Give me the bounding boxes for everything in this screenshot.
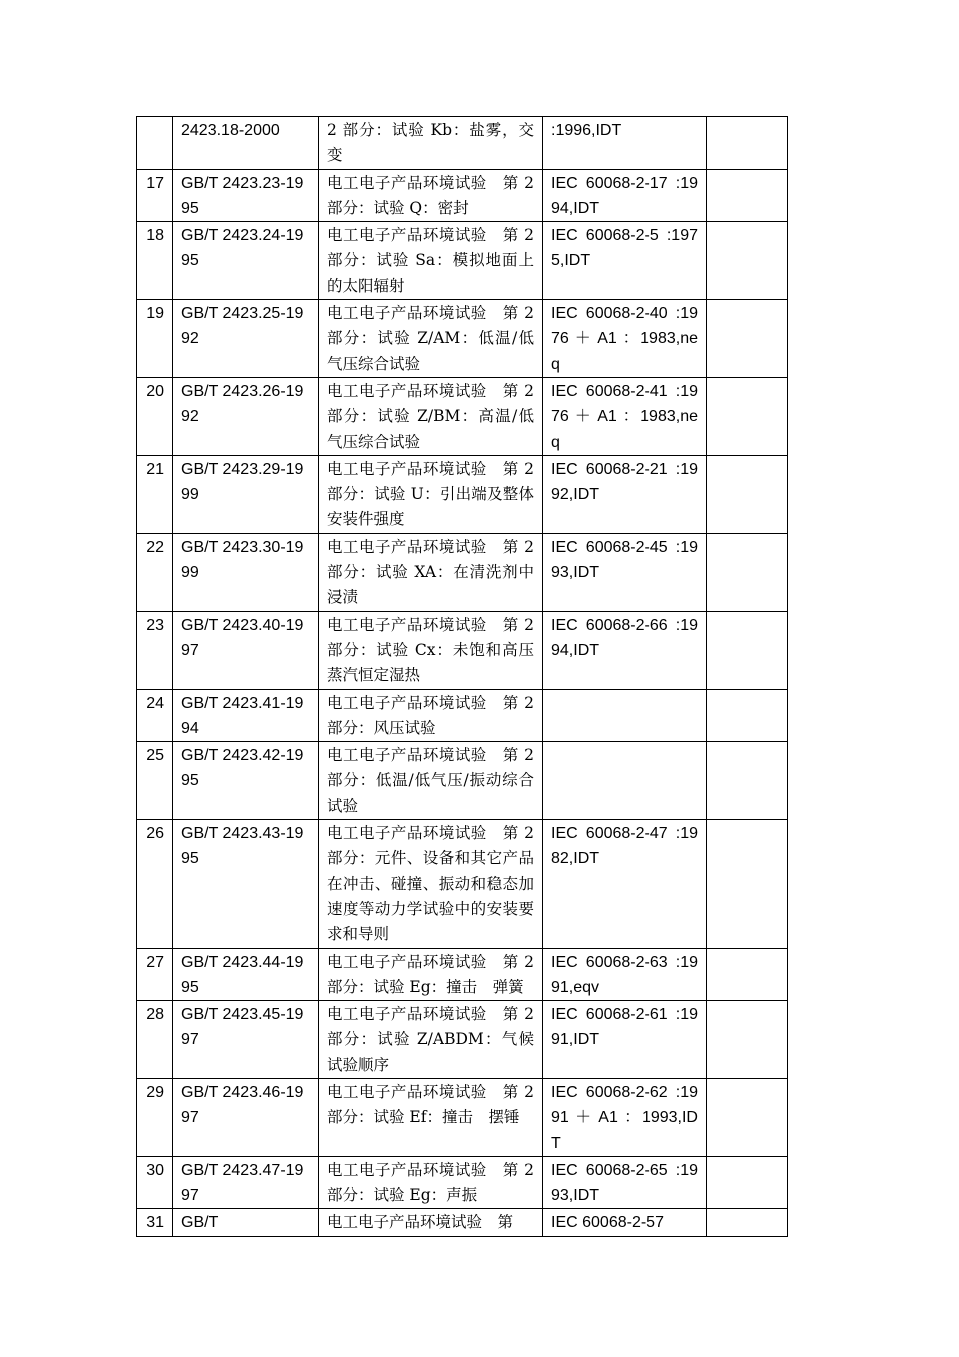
standard-title: 电工电子产品环境试验 第 2 部分：试验 Sa：模拟地面上的太阳辐射	[319, 222, 543, 300]
iec-reference: IEC 60068-2-47 :1982,IDT	[543, 820, 707, 948]
iec-reference: IEC 60068-2-41 :1976 ＋ A1 ：1983,neq	[543, 377, 707, 455]
iec-reference: IEC 60068-2-66 :1994,IDT	[543, 611, 707, 689]
iec-reference: IEC 60068-2-65 :1993,IDT	[543, 1156, 707, 1209]
note-cell	[707, 117, 788, 170]
note-cell	[707, 948, 788, 1001]
row-number: 27	[137, 948, 173, 1001]
row-number: 30	[137, 1156, 173, 1209]
standard-title: 电工电子产品环境试验 第 2 部分：试验 Eg：撞击 弹簧	[319, 948, 543, 1001]
standard-code: GB/T 2423.40-1997	[173, 611, 319, 689]
standard-title: 电工电子产品环境试验 第 2 部分：低温/低气压/振动综合试验	[319, 742, 543, 820]
table-row	[137, 117, 788, 170]
standard-title: 电工电子产品环境试验 第 2 部分：试验 Eg：声振	[319, 1156, 543, 1209]
standard-title: 电工电子产品环境试验 第 2 部分：试验 Ef：撞击 摆锤	[319, 1078, 543, 1156]
table-row	[137, 222, 788, 300]
table-row	[137, 377, 788, 455]
note-cell	[707, 169, 788, 222]
standards-table-body	[137, 117, 788, 1237]
note-cell	[707, 222, 788, 300]
iec-reference: IEC 60068-2-21 :1992,IDT	[543, 455, 707, 533]
standard-code: GB/T 2423.26-1992	[173, 377, 319, 455]
note-cell	[707, 377, 788, 455]
note-cell	[707, 689, 788, 742]
iec-reference: IEC 60068-2-62 :1991 ＋ A1 ：1993,IDT	[543, 1078, 707, 1156]
row-number	[137, 117, 173, 170]
standard-title: 电工电子产品环境试验 第 2 部分：元件、设备和其它产品在冲击、碰撞、振动和稳态加速度等动力学试验中的安装要求和导则	[319, 820, 543, 948]
standard-title: 电工电子产品环境试验 第 2 部分：试验 XA：在清洗剂中浸渍	[319, 533, 543, 611]
table-row	[137, 611, 788, 689]
row-number: 24	[137, 689, 173, 742]
note-cell	[707, 1156, 788, 1209]
iec-reference: IEC 60068-2-63 :1991,eqv	[543, 948, 707, 1001]
row-number: 26	[137, 820, 173, 948]
note-cell	[707, 455, 788, 533]
table-row	[137, 1156, 788, 1209]
table-row	[137, 455, 788, 533]
iec-reference: IEC 60068-2-61 :1991,IDT	[543, 1001, 707, 1079]
standard-title: 电工电子产品环境试验 第 2 部分：试验 U：引出端及整体安装件强度	[319, 455, 543, 533]
standard-title: 电工电子产品环境试验 第 2 部分：试验 Q：密封	[319, 169, 543, 222]
note-cell	[707, 300, 788, 378]
table-row	[137, 1078, 788, 1156]
standard-code: GB/T 2423.44-1995	[173, 948, 319, 1001]
row-number: 28	[137, 1001, 173, 1079]
row-number: 19	[137, 300, 173, 378]
note-cell	[707, 820, 788, 948]
iec-reference: IEC 60068-2-5 :1975,IDT	[543, 222, 707, 300]
row-number: 21	[137, 455, 173, 533]
standard-code: GB/T 2423.30-1999	[173, 533, 319, 611]
note-cell	[707, 533, 788, 611]
iec-reference	[543, 742, 707, 820]
table-row	[137, 169, 788, 222]
standard-title: 电工电子产品环境试验 第 2 部分：试验 Z/BM：高温/低气压综合试验	[319, 377, 543, 455]
standard-code: GB/T 2423.42-1995	[173, 742, 319, 820]
standard-code: GB/T 2423.23-1995	[173, 169, 319, 222]
row-number: 23	[137, 611, 173, 689]
standard-code: GB/T 2423.41-1994	[173, 689, 319, 742]
standard-title: 电工电子产品环境试验 第 2 部分：试验 Z/AM：低温/低气压综合试验	[319, 300, 543, 378]
table-row	[137, 689, 788, 742]
row-number: 17	[137, 169, 173, 222]
iec-reference: :1996,IDT	[543, 117, 707, 170]
standard-code: GB/T 2423.25-1992	[173, 300, 319, 378]
standard-code: GB/T	[173, 1209, 319, 1236]
iec-reference: IEC 60068-2-17 :1994,IDT	[543, 169, 707, 222]
standard-title: 电工电子产品环境试验 第 2 部分：风压试验	[319, 689, 543, 742]
standard-code: GB/T 2423.46-1997	[173, 1078, 319, 1156]
table-row	[137, 820, 788, 948]
iec-reference	[543, 689, 707, 742]
row-number: 22	[137, 533, 173, 611]
table-row	[137, 1001, 788, 1079]
table-row	[137, 300, 788, 378]
note-cell	[707, 611, 788, 689]
standard-code: GB/T 2423.47-1997	[173, 1156, 319, 1209]
table-row	[137, 1209, 788, 1236]
row-number: 25	[137, 742, 173, 820]
table-row	[137, 948, 788, 1001]
table-row	[137, 533, 788, 611]
standard-title: 2 部分：试验 Kb：盐雾，交变	[319, 117, 543, 170]
row-number: 31	[137, 1209, 173, 1236]
standard-title: 电工电子产品环境试验 第 2 部分：试验 Cx：未饱和高压蒸汽恒定湿热	[319, 611, 543, 689]
standard-code: GB/T 2423.24-1995	[173, 222, 319, 300]
note-cell	[707, 742, 788, 820]
row-number: 29	[137, 1078, 173, 1156]
table-row	[137, 742, 788, 820]
note-cell	[707, 1078, 788, 1156]
note-cell	[707, 1001, 788, 1079]
row-number: 20	[137, 377, 173, 455]
standard-code: GB/T 2423.29-1999	[173, 455, 319, 533]
row-number: 18	[137, 222, 173, 300]
iec-reference: IEC 60068-2-45 :1993,IDT	[543, 533, 707, 611]
iec-reference: IEC 60068-2-57	[543, 1209, 707, 1236]
standard-code: GB/T 2423.43-1995	[173, 820, 319, 948]
standard-code: GB/T 2423.45-1997	[173, 1001, 319, 1079]
standard-title: 电工电子产品环境试验 第 2 部分：试验 Z/ABDM：气候试验顺序	[319, 1001, 543, 1079]
iec-reference: IEC 60068-2-40 :1976 ＋ A1 ：1983,neq	[543, 300, 707, 378]
standard-title: 电工电子产品环境试验 第	[319, 1209, 543, 1236]
standard-code: 2423.18-2000	[173, 117, 319, 170]
note-cell	[707, 1209, 788, 1236]
standards-table	[136, 116, 788, 1237]
